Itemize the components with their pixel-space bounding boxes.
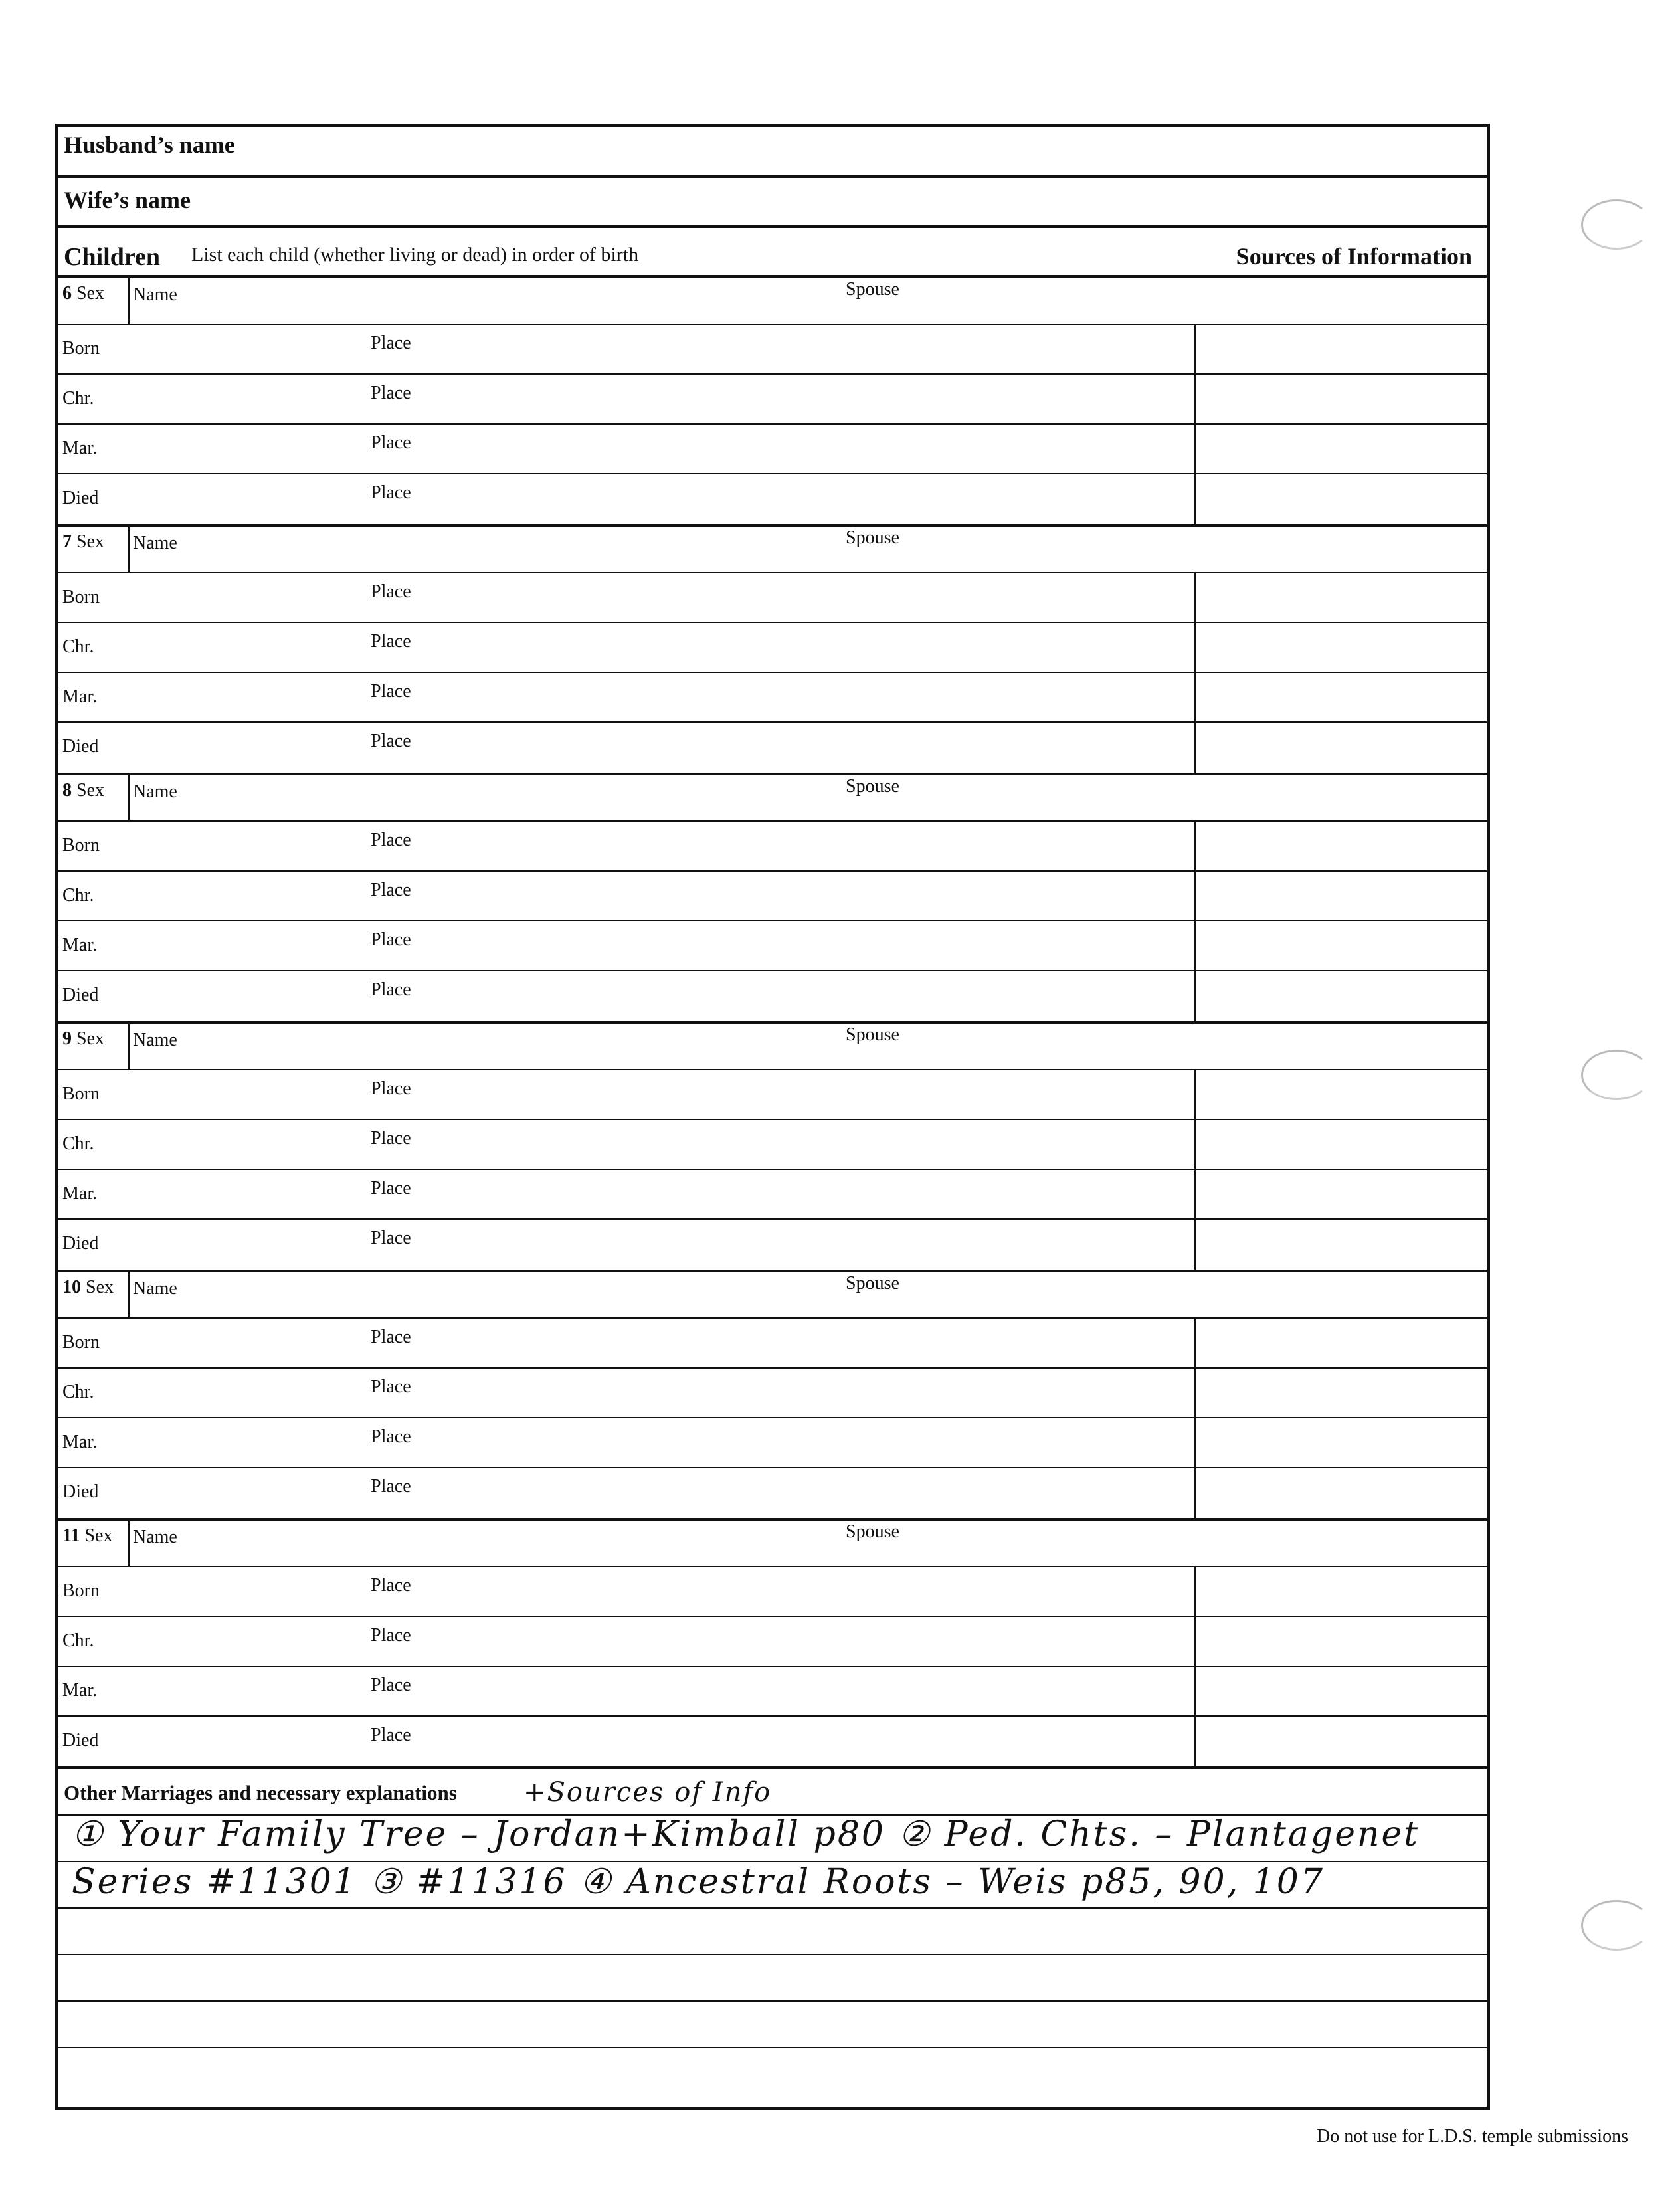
event-row-chr (58, 1369, 1487, 1418)
child-name-row (58, 278, 1487, 325)
binder-hole-bottom (1581, 1900, 1651, 1951)
sources-column-divider (1194, 325, 1196, 524)
place-label: Place (371, 880, 411, 900)
event-row-chr (58, 375, 1487, 425)
event-row-born (58, 822, 1487, 872)
event-row-chr (58, 872, 1487, 921)
child-number: 6 (62, 283, 72, 304)
event-row-died (58, 1717, 1487, 1766)
place-label: Place (371, 1128, 411, 1149)
event-row-mar (58, 921, 1487, 971)
child-number: 7 (62, 531, 72, 552)
sex-divider (128, 775, 130, 822)
other-marriages-section (58, 1768, 1487, 2107)
place-label: Place (371, 681, 411, 702)
place-label: Place (371, 1426, 411, 1447)
sex-label: Sex (76, 780, 104, 801)
spouse-label: Spouse (846, 1024, 899, 1045)
place-label: Place (371, 1377, 411, 1397)
child-number: 9 (62, 1028, 72, 1049)
event-label-born: Born (62, 1332, 100, 1353)
event-label-mar: Mar. (62, 935, 98, 955)
sources-of-information-label: Sources of Information (1236, 243, 1472, 270)
event-label-born: Born (62, 835, 100, 856)
child-number-sex (62, 283, 104, 304)
event-label-born: Born (62, 1580, 100, 1601)
binder-hole-top (1581, 199, 1651, 250)
child-name-label: Name (133, 1030, 177, 1050)
child-name-label: Name (133, 1527, 177, 1547)
child-block-9 (58, 1023, 1487, 1272)
place-label: Place (371, 979, 411, 1000)
spouse-label: Spouse (846, 527, 899, 548)
place-label: Place (371, 333, 411, 353)
place-label: Place (371, 929, 411, 950)
child-number-sex (62, 1525, 112, 1547)
sex-divider (128, 278, 130, 325)
sex-label: Sex (76, 531, 104, 552)
place-label: Place (371, 482, 411, 503)
child-block-11 (58, 1520, 1487, 1769)
sources-column-divider (1194, 1567, 1196, 1766)
spouse-label: Spouse (846, 279, 899, 300)
child-name-row (58, 1272, 1487, 1319)
event-row-born (58, 325, 1487, 375)
event-row-mar (58, 1667, 1487, 1717)
event-label-died: Died (62, 1730, 99, 1751)
event-row-chr (58, 623, 1487, 673)
child-number-sex (62, 1277, 114, 1298)
sex-divider (128, 1023, 130, 1070)
event-row-died (58, 723, 1487, 773)
place-label: Place (371, 1675, 411, 1695)
event-label-chr: Chr. (62, 388, 94, 409)
event-label-mar: Mar. (62, 1183, 98, 1204)
child-block-8 (58, 775, 1487, 1024)
wife-name-label: Wife’s name (64, 187, 191, 213)
event-label-chr: Chr. (62, 885, 94, 906)
child-name-row (58, 1023, 1487, 1070)
children-header (58, 228, 1487, 278)
event-label-died: Died (62, 736, 99, 757)
event-label-chr: Chr. (62, 1382, 94, 1402)
event-label-born: Born (62, 1084, 100, 1104)
place-label: Place (371, 1625, 411, 1646)
event-label-died: Died (62, 1481, 99, 1502)
place-label: Place (371, 1078, 411, 1099)
event-row-born (58, 1070, 1487, 1120)
event-row-born (58, 1319, 1487, 1369)
child-name-label: Name (133, 284, 177, 305)
place-label: Place (371, 1228, 411, 1248)
event-row-born (58, 573, 1487, 623)
event-label-chr: Chr. (62, 1630, 94, 1651)
spouse-label: Spouse (846, 776, 899, 797)
event-row-mar (58, 1170, 1487, 1220)
child-block-6 (58, 278, 1487, 527)
child-name-row (58, 775, 1487, 822)
sources-column-divider (1194, 1319, 1196, 1518)
event-row-died (58, 971, 1487, 1021)
event-row-mar (58, 1418, 1487, 1468)
sex-divider (128, 1520, 130, 1567)
ruled-line (58, 2000, 1487, 2002)
event-label-chr: Chr. (62, 636, 94, 657)
event-row-died (58, 1468, 1487, 1518)
event-label-died: Died (62, 488, 99, 508)
child-block-7 (58, 526, 1487, 775)
event-row-died (58, 1220, 1487, 1270)
child-name-label: Name (133, 781, 177, 802)
place-label: Place (371, 830, 411, 850)
footer-note: Do not use for L.D.S. temple submissions (1317, 2126, 1628, 2147)
binder-hole-middle (1581, 1050, 1651, 1100)
event-row-chr (58, 1617, 1487, 1667)
event-row-chr (58, 1120, 1487, 1170)
child-block-10 (58, 1272, 1487, 1521)
event-label-chr: Chr. (62, 1133, 94, 1154)
ruled-line (58, 1907, 1487, 1909)
place-label: Place (371, 1725, 411, 1745)
child-number: 10 (62, 1277, 81, 1297)
family-group-record-form (55, 124, 1490, 2110)
event-row-died (58, 474, 1487, 524)
place-label: Place (371, 731, 411, 751)
event-label-mar: Mar. (62, 438, 98, 458)
other-marriages-label: Other Marriages and necessary explanations (64, 1781, 457, 1804)
event-label-died: Died (62, 985, 99, 1005)
child-number-sex (62, 780, 104, 801)
event-label-mar: Mar. (62, 1432, 98, 1452)
child-number-sex (62, 531, 104, 553)
place-label: Place (371, 1476, 411, 1497)
event-label-died: Died (62, 1233, 99, 1254)
event-label-mar: Mar. (62, 1680, 98, 1701)
event-label-born: Born (62, 587, 100, 607)
handwritten-line-1: ① Your Family Tree – Jordan+Kimball p80 ② Ped. Chts. – Plantagenet (72, 1814, 1420, 1854)
place-label: Place (371, 631, 411, 652)
event-label-born: Born (62, 338, 100, 359)
sex-divider (128, 1272, 130, 1319)
ruled-line (58, 2047, 1487, 2048)
child-number-sex (62, 1028, 104, 1050)
children-title: Children (64, 243, 161, 271)
child-name-label: Name (133, 533, 177, 553)
sex-label: Sex (76, 1028, 104, 1049)
spouse-label: Spouse (846, 1273, 899, 1293)
place-label: Place (371, 432, 411, 453)
handwritten-sources-heading: +Sources of Info (523, 1777, 772, 1808)
place-label: Place (371, 1327, 411, 1347)
child-name-row (58, 526, 1487, 573)
child-number: 8 (62, 780, 72, 801)
handwritten-line-2: Series #11301 ③ #11316 ④ Ancestral Roots – Weis p85, 90, 107 (72, 1862, 1325, 1902)
wife-row (58, 178, 1487, 228)
event-label-mar: Mar. (62, 686, 98, 707)
event-row-mar (58, 425, 1487, 474)
husband-row (58, 127, 1487, 178)
place-label: Place (371, 383, 411, 403)
event-row-mar (58, 673, 1487, 723)
children-instructions: List each child (whether living or dead) in order of birth (191, 244, 639, 266)
sex-label: Sex (76, 283, 104, 304)
sources-column-divider (1194, 1070, 1196, 1270)
ruled-line (58, 1954, 1487, 1955)
child-name-label: Name (133, 1278, 177, 1299)
child-name-row (58, 1520, 1487, 1567)
spouse-label: Spouse (846, 1521, 899, 1542)
place-label: Place (371, 1178, 411, 1198)
sex-label: Sex (84, 1525, 113, 1546)
place-label: Place (371, 1575, 411, 1596)
place-label: Place (371, 581, 411, 602)
sex-divider (128, 526, 130, 573)
child-number: 11 (62, 1525, 80, 1546)
sources-column-divider (1194, 822, 1196, 1021)
sources-column-divider (1194, 573, 1196, 773)
event-row-born (58, 1567, 1487, 1617)
sex-label: Sex (86, 1277, 114, 1297)
husband-name-label: Husband’s name (64, 132, 235, 158)
